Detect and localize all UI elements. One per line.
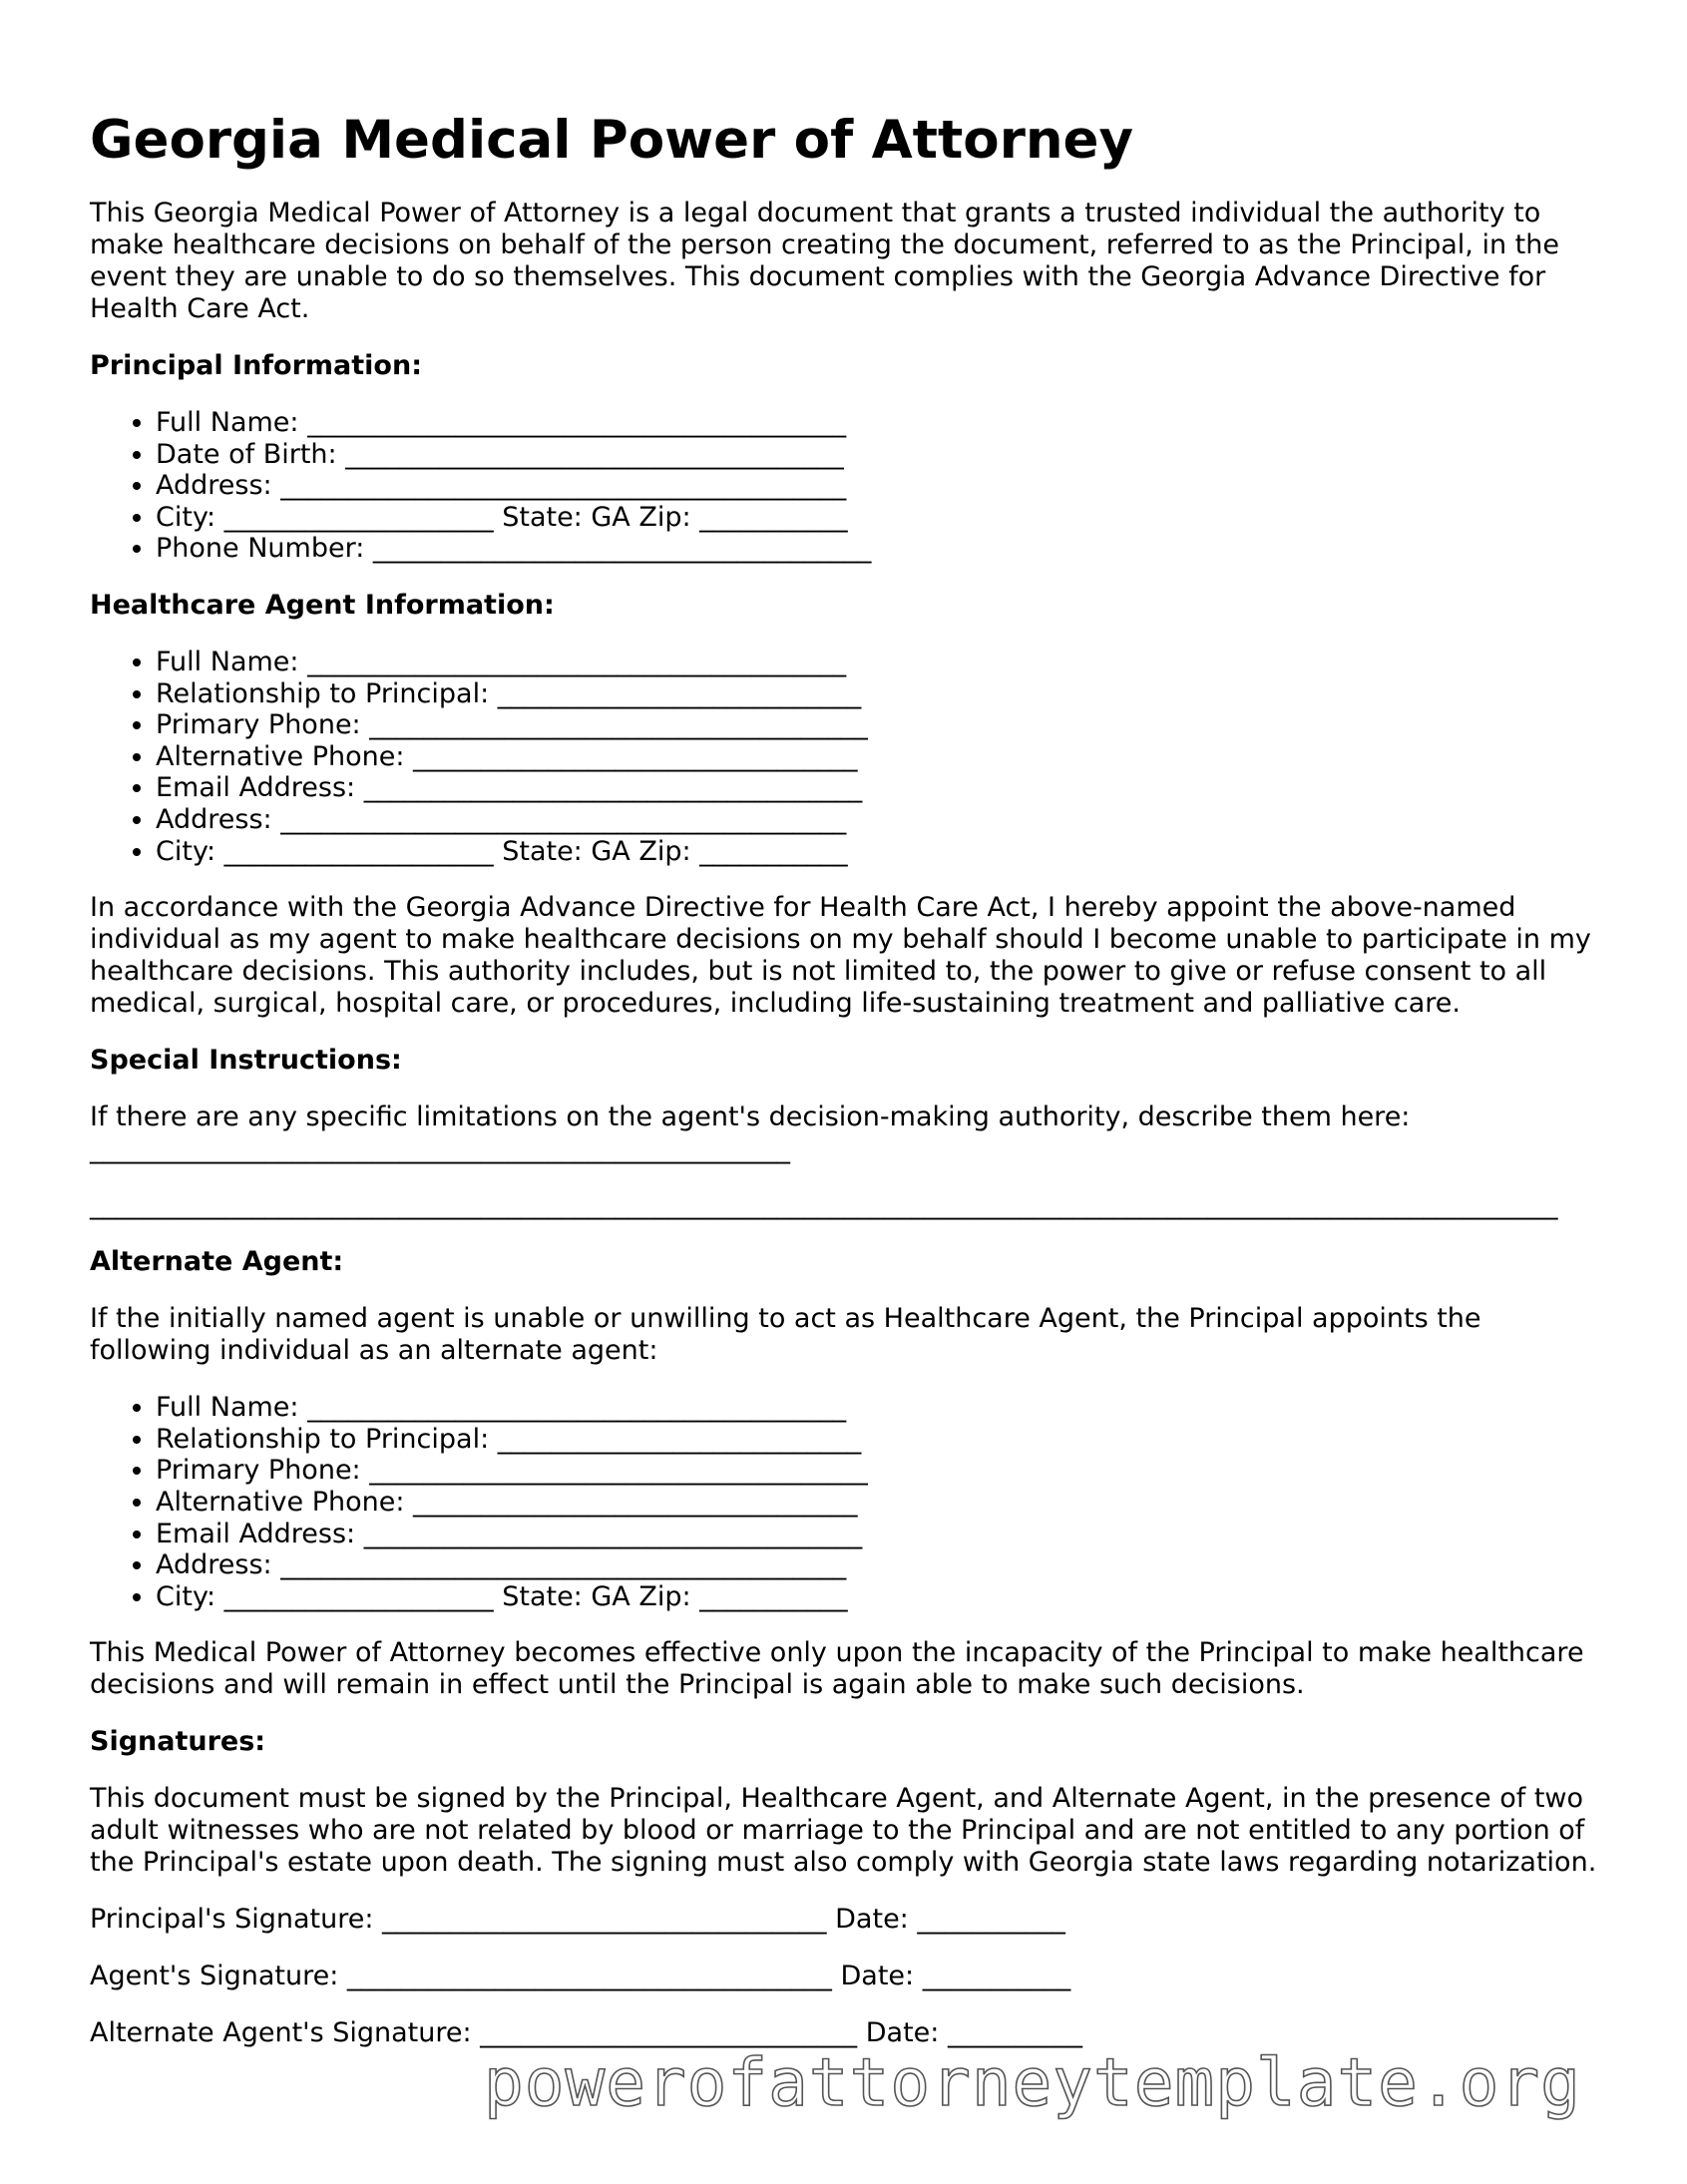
alternate-full-name-field[interactable]: • Full Name: ________________________________________ xyxy=(156,1392,1606,1424)
alternate-agent-signature-line[interactable]: Alternate Agent's Signature: ____________________________ Date: __________ xyxy=(90,2017,1082,2049)
alternate-fields-list xyxy=(90,1392,1606,1612)
alternate-address-field[interactable]: • Address: __________________________________________ xyxy=(156,1549,1606,1581)
special-instructions-line-1[interactable]: ____________________________________________________ xyxy=(90,1133,790,1165)
agent-signature-line[interactable]: Agent's Signature: ____________________________________ Date: ___________ xyxy=(90,1961,1071,1992)
alternate-email-field[interactable]: • Email Address: _____________________________________ xyxy=(156,1519,1606,1550)
watermark-text: powerofattorneytemplate.org xyxy=(484,2044,1581,2121)
effective-paragraph: This Medical Power of Attorney becomes effective only upon the incapacity of the Principal to make healthcare decisions and will remain in effect until the Principal is again able to make such decisions. xyxy=(90,1637,1584,1701)
principal-city-state-zip-field[interactable]: • City: ____________________ State: GA Zip: ___________ xyxy=(156,502,1606,534)
principal-fields-list xyxy=(90,407,1606,565)
alternate-agent-paragraph: If the initially named agent is unable or unwilling to act as Healthcare Agent, the Principal appoints the following individual as an alternate agent: xyxy=(90,1303,1481,1367)
principal-phone-field[interactable]: • Phone Number: _____________________________________ xyxy=(156,533,1606,565)
alternate-relationship-field[interactable]: • Relationship to Principal: ___________________________ xyxy=(156,1424,1606,1456)
page-title: Georgia Medical Power of Attorney xyxy=(90,110,1134,171)
agent-city-state-zip-field[interactable]: • City: ____________________ State: GA Zip: ___________ xyxy=(156,836,1606,868)
signatures-heading: Signatures: xyxy=(90,1726,266,1758)
alternate-primary-phone-field[interactable]: • Primary Phone: _____________________________________ xyxy=(156,1455,1606,1487)
agent-alternative-phone-field[interactable]: • Alternative Phone: _________________________________ xyxy=(156,741,1606,773)
alternate-city-state-zip-field[interactable]: • City: ____________________ State: GA Zip: ___________ xyxy=(156,1581,1606,1613)
intro-paragraph: This Georgia Medical Power of Attorney is a legal document that grants a trusted individual the authority to make healthcare decisions on behalf of the person creating the document, referred to as the Principal, in the event they are unable to do so themselves. This document complies with the Georgia Advance Directive for Health Care Act. xyxy=(90,198,1559,324)
agent-fields-list xyxy=(90,647,1606,867)
principal-heading: Principal Information: xyxy=(90,350,423,381)
agent-relationship-field[interactable]: • Relationship to Principal: ___________________________ xyxy=(156,678,1606,710)
signatures-paragraph: This document must be signed by the Principal, Healthcare Agent, and Alternate Agent, in the presence of two adult witnesses who are not related by blood or marriage to the Principal and are not entitled to any portion of the Principal's estate upon death. The signing must also comply with Georgia state laws regarding notarization. xyxy=(90,1783,1597,1879)
special-instructions-text: If there are any specific limitations on the agent's decision-making authority, describe them here: xyxy=(90,1101,1411,1133)
principal-address-field[interactable]: • Address: __________________________________________ xyxy=(156,470,1606,502)
appointment-paragraph: In accordance with the Georgia Advance Directive for Health Care Act, I hereby appoint the above-named individual as my agent to make healthcare decisions on my behalf should I become unable to participate in my healthcare decisions. This authority includes, but is not limited to, the power to give or refuse consent to all medical, surgical, hospital care, or procedures, including life-sustaining treatment and palliative care. xyxy=(90,892,1591,1020)
principal-full-name-field[interactable]: • Full Name: ________________________________________ xyxy=(156,407,1606,439)
special-instructions-line-2[interactable]: _____________________________________________________________________________________________________________ xyxy=(90,1189,1558,1221)
alternate-agent-heading: Alternate Agent: xyxy=(90,1246,344,1278)
alternate-alternative-phone-field[interactable]: • Alternative Phone: _________________________________ xyxy=(156,1487,1606,1519)
principal-signature-line[interactable]: Principal's Signature: _________________________________ Date: ___________ xyxy=(90,1904,1065,1936)
agent-full-name-field[interactable]: • Full Name: ________________________________________ xyxy=(156,647,1606,678)
agent-primary-phone-field[interactable]: • Primary Phone: _____________________________________ xyxy=(156,709,1606,741)
special-instructions-heading: Special Instructions: xyxy=(90,1045,402,1077)
principal-date-of-birth-field[interactable]: • Date of Birth: _____________________________________ xyxy=(156,439,1606,471)
agent-email-field[interactable]: • Email Address: _____________________________________ xyxy=(156,772,1606,804)
agent-address-field[interactable]: • Address: __________________________________________ xyxy=(156,804,1606,836)
agent-heading: Healthcare Agent Information: xyxy=(90,589,555,621)
document-page xyxy=(90,108,1606,2074)
